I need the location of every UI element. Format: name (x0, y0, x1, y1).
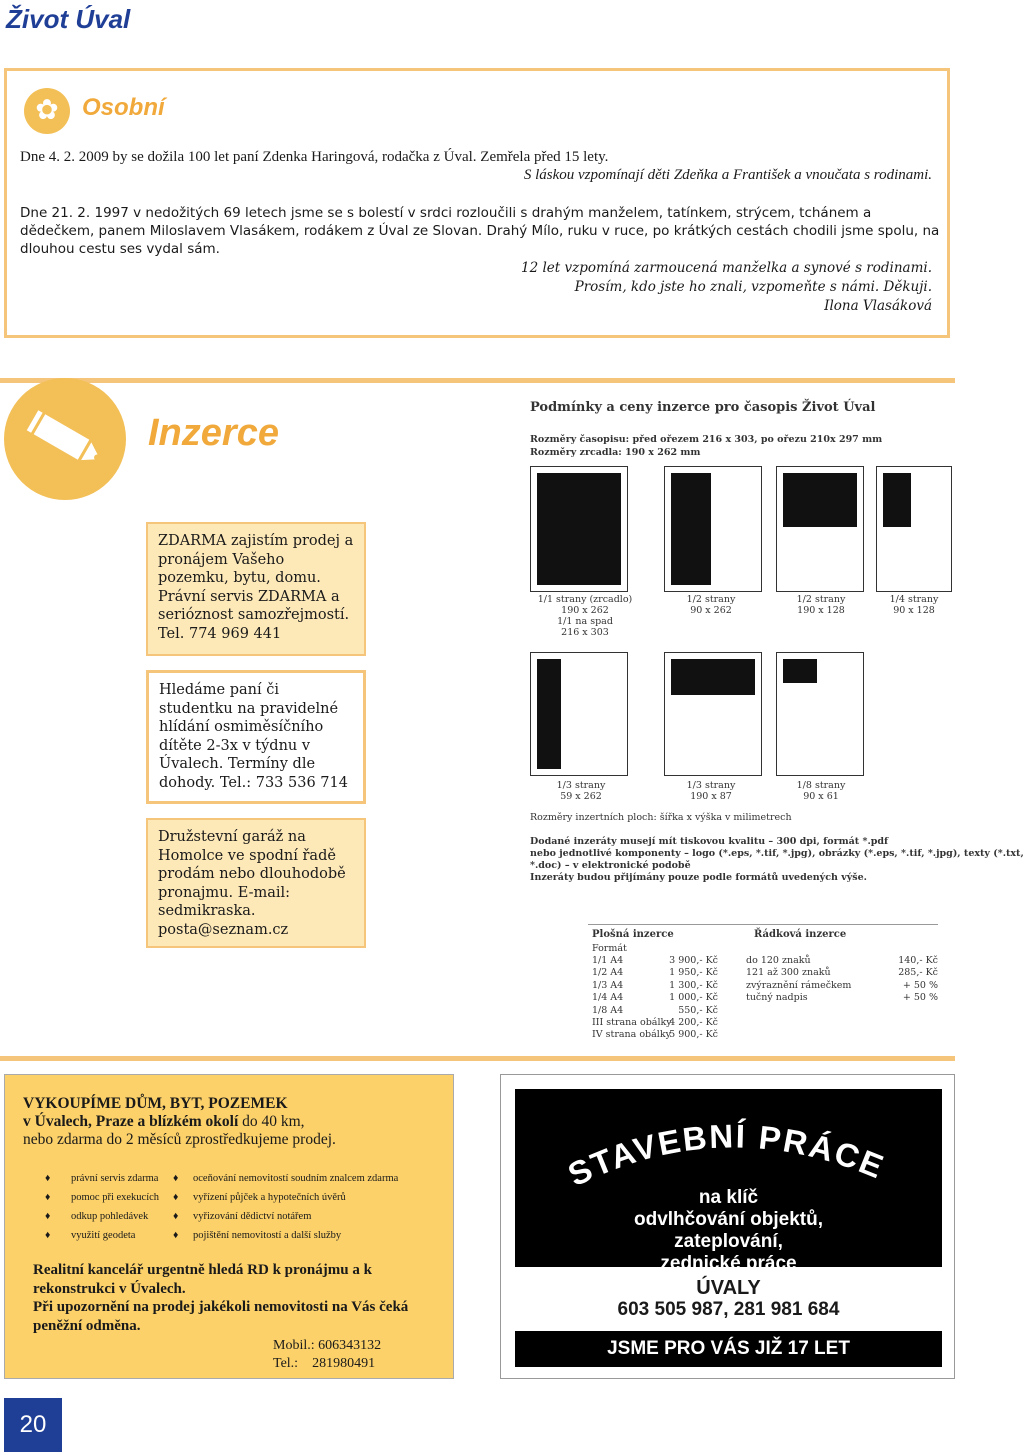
price-sheet-note-3: *.doc) – v elektronické podobě (530, 860, 691, 871)
reality-bold-para1: Realitní kancelář urgentně hledá RD k pronájmu a k rekonstrukci v Úvalech. (33, 1262, 372, 1297)
radkova-rows (742, 955, 938, 1005)
radkova-row-label: do 120 znaků (746, 955, 811, 966)
reality-head2-bold: v Úvalech, Praze a blízkém okolí (23, 1113, 239, 1130)
plosna-row-price: 1 000,- Kč (669, 992, 718, 1004)
stavebni-line: odvlhčování objektů, (634, 1209, 823, 1230)
plosna-row (588, 1017, 718, 1029)
stavebni-line: na klíč (698, 1187, 759, 1208)
format-thumb-1-3-horizontal (664, 652, 762, 776)
plosna-row-label: 1/3 A4 (592, 979, 624, 991)
radkova-row (742, 967, 938, 979)
radkova-row-price: + 50 % (902, 979, 938, 991)
diamond-bullet-icon: ♦ (173, 1230, 179, 1241)
price-tables (588, 924, 938, 1051)
format-label-1-1: 1/1 strany (zrcadlo) 190 x 262 1/1 na spad 216 x 303 (537, 594, 633, 638)
diamond-bullet-icon: ♦ (173, 1211, 179, 1222)
service-left: právní servis zdarma (71, 1173, 159, 1184)
price-sheet-title: Podmínky a ceny inzerce pro časopis Život Úval (530, 400, 876, 415)
plosna-row-label: 1/4 A4 (592, 992, 624, 1004)
reality-head3: nebo zdarma do 2 měsíců zprostředkujeme prodej. (23, 1131, 336, 1148)
plosna-row (588, 992, 718, 1004)
plosna-row-label: 1/8 A4 (592, 1004, 624, 1016)
tel-number: 281980491 (312, 1356, 376, 1371)
diamond-bullet-icon: ♦ (173, 1173, 179, 1184)
stavebni-lines (515, 1187, 942, 1275)
tel-label: Tel.: (273, 1356, 299, 1371)
format-thumb-1-4 (876, 466, 952, 592)
magazine-title: Život Úval (6, 4, 131, 34)
diamond-bullet-icon: ♦ (173, 1192, 179, 1203)
service-right: pojištění nemovitostí a další služby (193, 1230, 342, 1241)
bottom-rule (0, 1056, 955, 1061)
radkova-row (742, 955, 938, 967)
price-sheet-dims2: Rozměry zrcadla: 190 x 262 mm (530, 447, 701, 458)
plosna-rows (588, 955, 718, 1042)
plosna-row (588, 955, 718, 967)
format-label-1-3v: 1/3 strany 59 x 262 (556, 780, 606, 802)
ad-box-2: Hledáme paní či studentku na pravidelné hlídání osmiměsíčního dítěte 2-3x v týdnu v Úvalech. Termíny dle dohody. Tel.: 733 536 714 (146, 670, 366, 804)
price-sheet-note-1: Dodané inzeráty musejí mít tiskovou kvalitu – 300 dpi, formát *.pdf (530, 836, 889, 847)
plosna-row (588, 967, 718, 979)
stavebni-arc-title (515, 1089, 942, 1199)
reality-head2 (23, 1113, 305, 1132)
service-right: oceňování nemovitostí soudním znalcem zdarma (193, 1173, 399, 1184)
reality-mobil (273, 1337, 381, 1356)
svg-text:STAVEBNÍ PRÁCE (562, 1117, 890, 1193)
stavebni-line: zateplování, (674, 1231, 783, 1252)
reality-bold-para2: Při upozornění na prodej jakékoli nemovitosti na Vás čeká peněžní odměna. (33, 1299, 409, 1334)
plosna-row (588, 980, 718, 992)
osobni-sign3: Ilona Vlasáková (824, 298, 932, 314)
radkova-title: Řádková inzerce (754, 929, 847, 940)
service-right: vyřizování dědictví notářem (193, 1211, 312, 1222)
format-label-1-4: 1/4 strany 90 x 128 (889, 594, 939, 616)
reality-head2-rest: do 40 km, (238, 1113, 305, 1130)
format-thumb-1-3-vertical (530, 652, 628, 776)
osobni-sign1: 12 let vzpomíná zarmoucená manželka a synové s rodinami. (521, 260, 932, 276)
plosna-row-price: 1 300,- Kč (669, 979, 718, 991)
plosna-row-price: 1 950,- Kč (669, 967, 718, 979)
diamond-bullet-icon: ♦ (45, 1192, 51, 1203)
ad-box-3: Družstevní garáž na Homolce ve spodní řadě prodám nebo dlouhodobě pronajmu. E-mail: sedmikraska. posta@seznam.cz (146, 818, 366, 948)
plosna-row-price: 5 900,- Kč (669, 1029, 718, 1041)
price-sheet-note-0: Rozměry inzertních ploch: šířka x výška v milimetrech (530, 812, 792, 823)
format-thumb-1-1 (530, 466, 628, 592)
stavebni-black-panel (515, 1089, 942, 1274)
flower-icon: ✿ (24, 88, 70, 134)
service-left: pomoc při exekucích (71, 1192, 160, 1203)
stavebni-line: zednické práce (660, 1253, 797, 1274)
osobni-heading: Osobní (82, 94, 165, 121)
diamond-bullet-icon: ♦ (45, 1211, 51, 1222)
radkova-row (742, 980, 938, 992)
mobil-label: Mobil.: (273, 1338, 315, 1353)
mobil-number: 606343132 (318, 1338, 382, 1353)
format-thumb-1-2-vertical (664, 466, 762, 592)
pencil-icon (4, 378, 126, 500)
plosna-row-price: 550,- Kč (678, 1004, 718, 1016)
plosna-title: Plošná inzerce (592, 929, 674, 940)
plosna-row-label: 1/2 A4 (592, 967, 624, 979)
radkova-row-label: zvýraznění rámečkem (746, 979, 852, 991)
radkova-row-label: 121 až 300 znaků (746, 967, 831, 979)
service-row (45, 1207, 445, 1226)
service-row (45, 1169, 445, 1188)
osobni-sign2: Prosím, kdo jste ho znali, vzpomeňte s námi. Děkuji. (574, 279, 932, 295)
osobni-para1: Dne 4. 2. 2009 by se dožila 100 let paní Zdenka Haringová, rodačka z Úval. Zemřela před 15 lety. (20, 149, 609, 165)
format-label-1-2h: 1/2 strany 190 x 128 (796, 594, 846, 616)
format-thumb-1-2-horizontal (776, 466, 864, 592)
inzerce-badge (4, 378, 126, 500)
format-label-1-2v: 1/2 strany 90 x 262 (686, 594, 736, 616)
price-sheet (526, 396, 1024, 1044)
radkova-row-price: 140,- Kč (898, 955, 938, 966)
osobni-para1-sign: S láskou vzpomínají děti Zdeňka a František a vnoučata s rodinami. (523, 167, 932, 183)
stavebni-town: ÚVALY (696, 1277, 761, 1299)
price-sheet-note-4: Inzeráty budou přijímány pouze podle formátů uvedených výše. (530, 872, 867, 883)
service-row (45, 1188, 445, 1207)
reality-ad (4, 1074, 454, 1379)
inzerce-top-rule (0, 378, 955, 383)
service-right: vyřízení půjček a hypotečních úvěrů (193, 1192, 346, 1203)
plosna-row-price: 4 200,- Kč (669, 1016, 718, 1028)
plosna-row (588, 1005, 718, 1017)
stavebni-phones: 603 505 987, 281 981 684 (617, 1299, 840, 1320)
service-left: odkup pohledávek (71, 1211, 149, 1222)
price-sheet-dims1: Rozměry časopisu: před ořezem 216 x 303, po ořezu 210x 297 mm (530, 434, 883, 445)
radkova-row-price: + 50 % (902, 992, 938, 1004)
plosna-row-label: 1/1 A4 (592, 955, 624, 966)
plosna-row (588, 1029, 718, 1041)
radkova-row-price: 285,- Kč (898, 967, 938, 979)
plosna-subtitle: Formát (592, 943, 627, 954)
radkova-row-label: tučný nadpis (746, 992, 808, 1004)
page-number: 20 (4, 1398, 62, 1452)
service-left: využití geodeta (71, 1230, 136, 1241)
diamond-bullet-icon: ♦ (45, 1173, 51, 1184)
ad-box-1: ZDARMA zajistím prodej a pronájem Vašeho pozemku, bytu, domu. Právní servis ZDARMA a serióznost samozřejmostí. Tel. 774 969 441 (146, 522, 366, 656)
format-label-1-8: 1/8 strany 90 x 61 (796, 780, 846, 802)
stavebni-banner: JSME PRO VÁS JIŽ 17 LET (515, 1331, 942, 1367)
plosna-row-label: IV strana obálky (592, 1029, 671, 1041)
service-row (45, 1226, 445, 1245)
radkova-row (742, 992, 938, 1004)
reality-tel (273, 1355, 375, 1374)
format-label-1-3h: 1/3 strany 190 x 87 (686, 780, 736, 802)
diamond-bullet-icon: ♦ (45, 1230, 51, 1241)
inzerce-heading: Inzerce (148, 412, 279, 454)
plosna-row-label: III strana obálky (592, 1016, 672, 1028)
stavebni-ad (500, 1074, 955, 1379)
price-sheet-note-2: nebo jednotlivé komponenty – logo (*.eps, *.tif, *.jpg), obrázky (*.eps, *.tif, *.jpg), texty (*.txt, (530, 848, 1024, 859)
stavebni-arc-text: STAVEBNÍ PRÁCE (562, 1117, 891, 1194)
reality-head1: VYKOUPÍME DŮM, BYT, POZEMEK (23, 1095, 288, 1112)
reality-services (45, 1169, 445, 1245)
osobni-para2: Dne 21. 2. 1997 v nedožitých 69 letech jsme se s bolestí v srdci rozloučili s drahým manželem, tatínkem, strýcem, tchánem a dědečkem, panem Miloslavem Vlasákem, rodákem z Úval ze Slovan. Drahý Mílo, ruku v ruce, po krátkých cestách chodili jsme spolu, na dlouhou cestu ses vydal sám. (20, 205, 940, 257)
plosna-row-price: 3 900,- Kč (669, 955, 718, 966)
format-thumb-1-8 (776, 652, 864, 776)
